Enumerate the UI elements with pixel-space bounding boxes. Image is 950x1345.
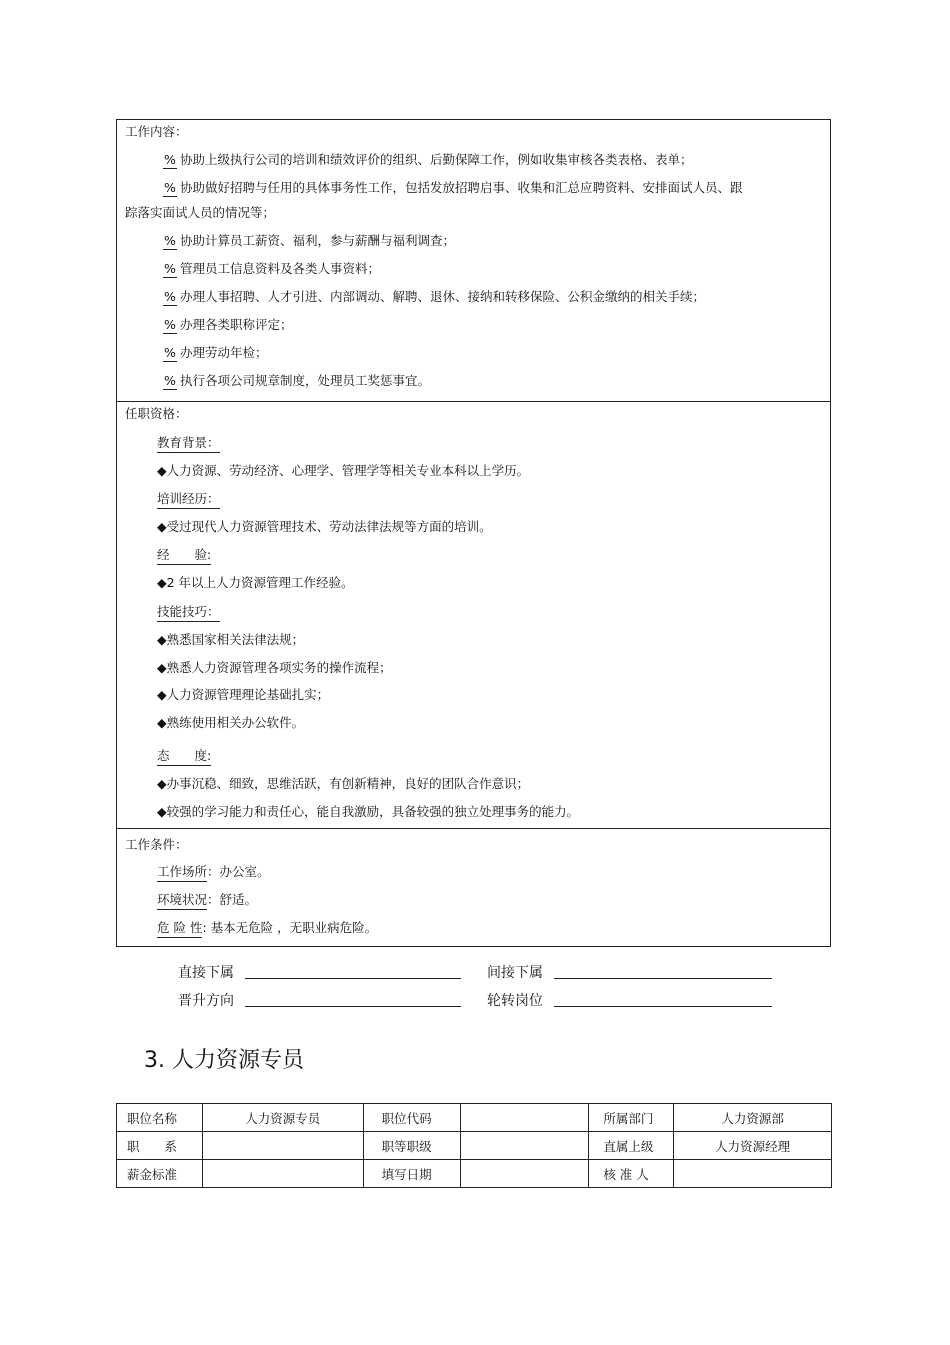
table-cell-value <box>202 1160 363 1188</box>
table-cell-label: 核 准 人 <box>589 1160 674 1188</box>
percent-mark: % <box>164 233 176 248</box>
table-cell-label: 所属部门 <box>589 1104 674 1132</box>
table-cell-value: 人力资源部 <box>674 1104 832 1132</box>
job-description-box <box>116 119 831 947</box>
table-row <box>117 1160 832 1188</box>
training-text: ◆受过现代人力资源管理技术、劳动法律法规等方面的培训。 <box>157 519 492 534</box>
risk-row <box>157 920 377 938</box>
work-item <box>163 345 268 362</box>
work-item-continuation: 踪落实面试人员的情况等； <box>125 205 276 220</box>
work-item-text: 管理员工信息资料及各类人事资料； <box>180 261 381 276</box>
attitude-item: ◆办事沉稳、细致，思维活跃，有创新精神，良好的团队合作意识； <box>157 776 530 791</box>
experience-label: 经 验: <box>157 547 211 565</box>
table-cell-label: 职位代码 <box>363 1104 460 1132</box>
place-label: 工作场所 <box>157 864 207 882</box>
table-row <box>117 1104 832 1132</box>
table-cell-value: 人力资源专员 <box>202 1104 363 1132</box>
work-item <box>163 233 455 250</box>
risk-value: : 基本无危险 ，无职业病危险。 <box>202 920 378 935</box>
rotation-field[interactable] <box>554 1006 772 1007</box>
work-content-section <box>117 120 830 401</box>
work-item <box>163 373 430 390</box>
environment-row <box>157 892 257 910</box>
place-row <box>157 864 270 882</box>
rotation-label: 轮转岗位 <box>487 993 543 1009</box>
experience-text: ◆2 年以上人力资源管理工作经验。 <box>157 575 354 590</box>
table-cell-label: 职位名称 <box>117 1104 203 1132</box>
table-row <box>117 1132 832 1160</box>
environment-value: ：舒适。 <box>207 892 258 907</box>
education-label: 教育背景： <box>157 435 220 453</box>
place-value: ：办公室。 <box>207 864 270 879</box>
work-item-text: 协助计算员工薪资、福利，参与薪酬与福利调查； <box>180 233 456 248</box>
table-cell-label: 薪金标准 <box>117 1160 203 1188</box>
education-text: ◆人力资源、劳动经济、心理学、管理学等相关专业本科以上学历。 <box>157 463 530 478</box>
table-cell-value <box>674 1160 832 1188</box>
work-item <box>163 289 705 306</box>
percent-mark: % <box>164 289 176 304</box>
work-item <box>163 152 693 169</box>
table-cell-value <box>202 1132 363 1160</box>
work-item-text: 办理人事招聘、人才引进、内部调动、解聘、退休、接纳和转移保险、公积金缴纳的相关手续； <box>180 289 706 304</box>
attitude-label-wrap <box>157 748 211 766</box>
attitude-item: ◆较强的学习能力和责任心，能自我激励，具备较强的独立处理事务的能力。 <box>157 804 580 819</box>
skill-item: ◆熟练使用相关办公软件。 <box>157 715 305 730</box>
training-label-wrap <box>157 491 220 509</box>
promotion-label: 晋升方向 <box>178 993 234 1009</box>
direct-subordinate-label: 直接下属 <box>178 965 234 981</box>
table-cell-value: 人力资源经理 <box>674 1132 832 1160</box>
table-cell-value <box>460 1132 589 1160</box>
table-cell-label: 职 系 <box>117 1132 203 1160</box>
percent-mark: % <box>164 345 176 360</box>
work-item <box>163 261 380 278</box>
education-label-wrap <box>157 435 220 453</box>
work-item <box>163 180 743 197</box>
percent-mark: % <box>164 261 176 276</box>
position-info-table <box>116 1103 832 1188</box>
attitude-label: 态 度: <box>157 748 211 766</box>
work-content-header: 工作内容： <box>125 124 188 139</box>
skills-label-wrap <box>157 604 220 622</box>
skills-label: 技能技巧： <box>157 604 220 622</box>
promotion-field[interactable] <box>245 1006 461 1007</box>
skill-item: ◆熟悉人力资源管理各项实务的操作流程； <box>157 660 392 675</box>
work-item-text: 办理各类职称评定； <box>180 317 293 332</box>
indirect-subordinate-field[interactable] <box>554 978 772 979</box>
skill-item: ◆熟悉国家相关法律法规； <box>157 632 305 647</box>
percent-mark: % <box>164 317 176 332</box>
percent-mark: % <box>164 180 176 195</box>
qualifications-header: 任职资格： <box>125 406 188 421</box>
table-cell-value <box>460 1160 589 1188</box>
direct-subordinate-field[interactable] <box>245 978 461 979</box>
table-cell-label: 职等职级 <box>363 1132 460 1160</box>
experience-label-wrap <box>157 547 211 565</box>
work-item-text: 执行各项公司规章制度，处理员工奖惩事宜。 <box>180 373 431 388</box>
work-item-text: 办理劳动年检； <box>180 345 268 360</box>
percent-mark: % <box>164 373 176 388</box>
percent-mark: % <box>164 152 176 167</box>
work-item <box>163 317 293 334</box>
indirect-subordinate-label: 间接下属 <box>487 965 543 981</box>
table-cell-label: 直属上级 <box>589 1132 674 1160</box>
risk-label: 危 险 性 <box>157 920 202 938</box>
table-cell-value <box>460 1104 589 1132</box>
work-item-text: 协助做好招聘与任用的具体事务性工作，包括发放招聘启事、收集和汇总应聘资料、安排面试人员、跟 <box>180 180 743 195</box>
table-cell-label: 填写日期 <box>363 1160 460 1188</box>
conditions-header: 工作条件： <box>125 837 188 852</box>
conditions-section <box>117 828 830 946</box>
section-title: 3. 人力资源专员 <box>144 1048 304 1073</box>
training-label: 培训经历： <box>157 491 220 509</box>
qualifications-section <box>117 401 830 828</box>
skill-item: ◆人力资源管理理论基础扎实； <box>157 687 330 702</box>
work-item-text: 协助上级执行公司的培训和绩效评价的组织、后勤保障工作，例如收集审核各类表格、表单； <box>180 152 693 167</box>
environment-label: 环境状况 <box>157 892 207 910</box>
